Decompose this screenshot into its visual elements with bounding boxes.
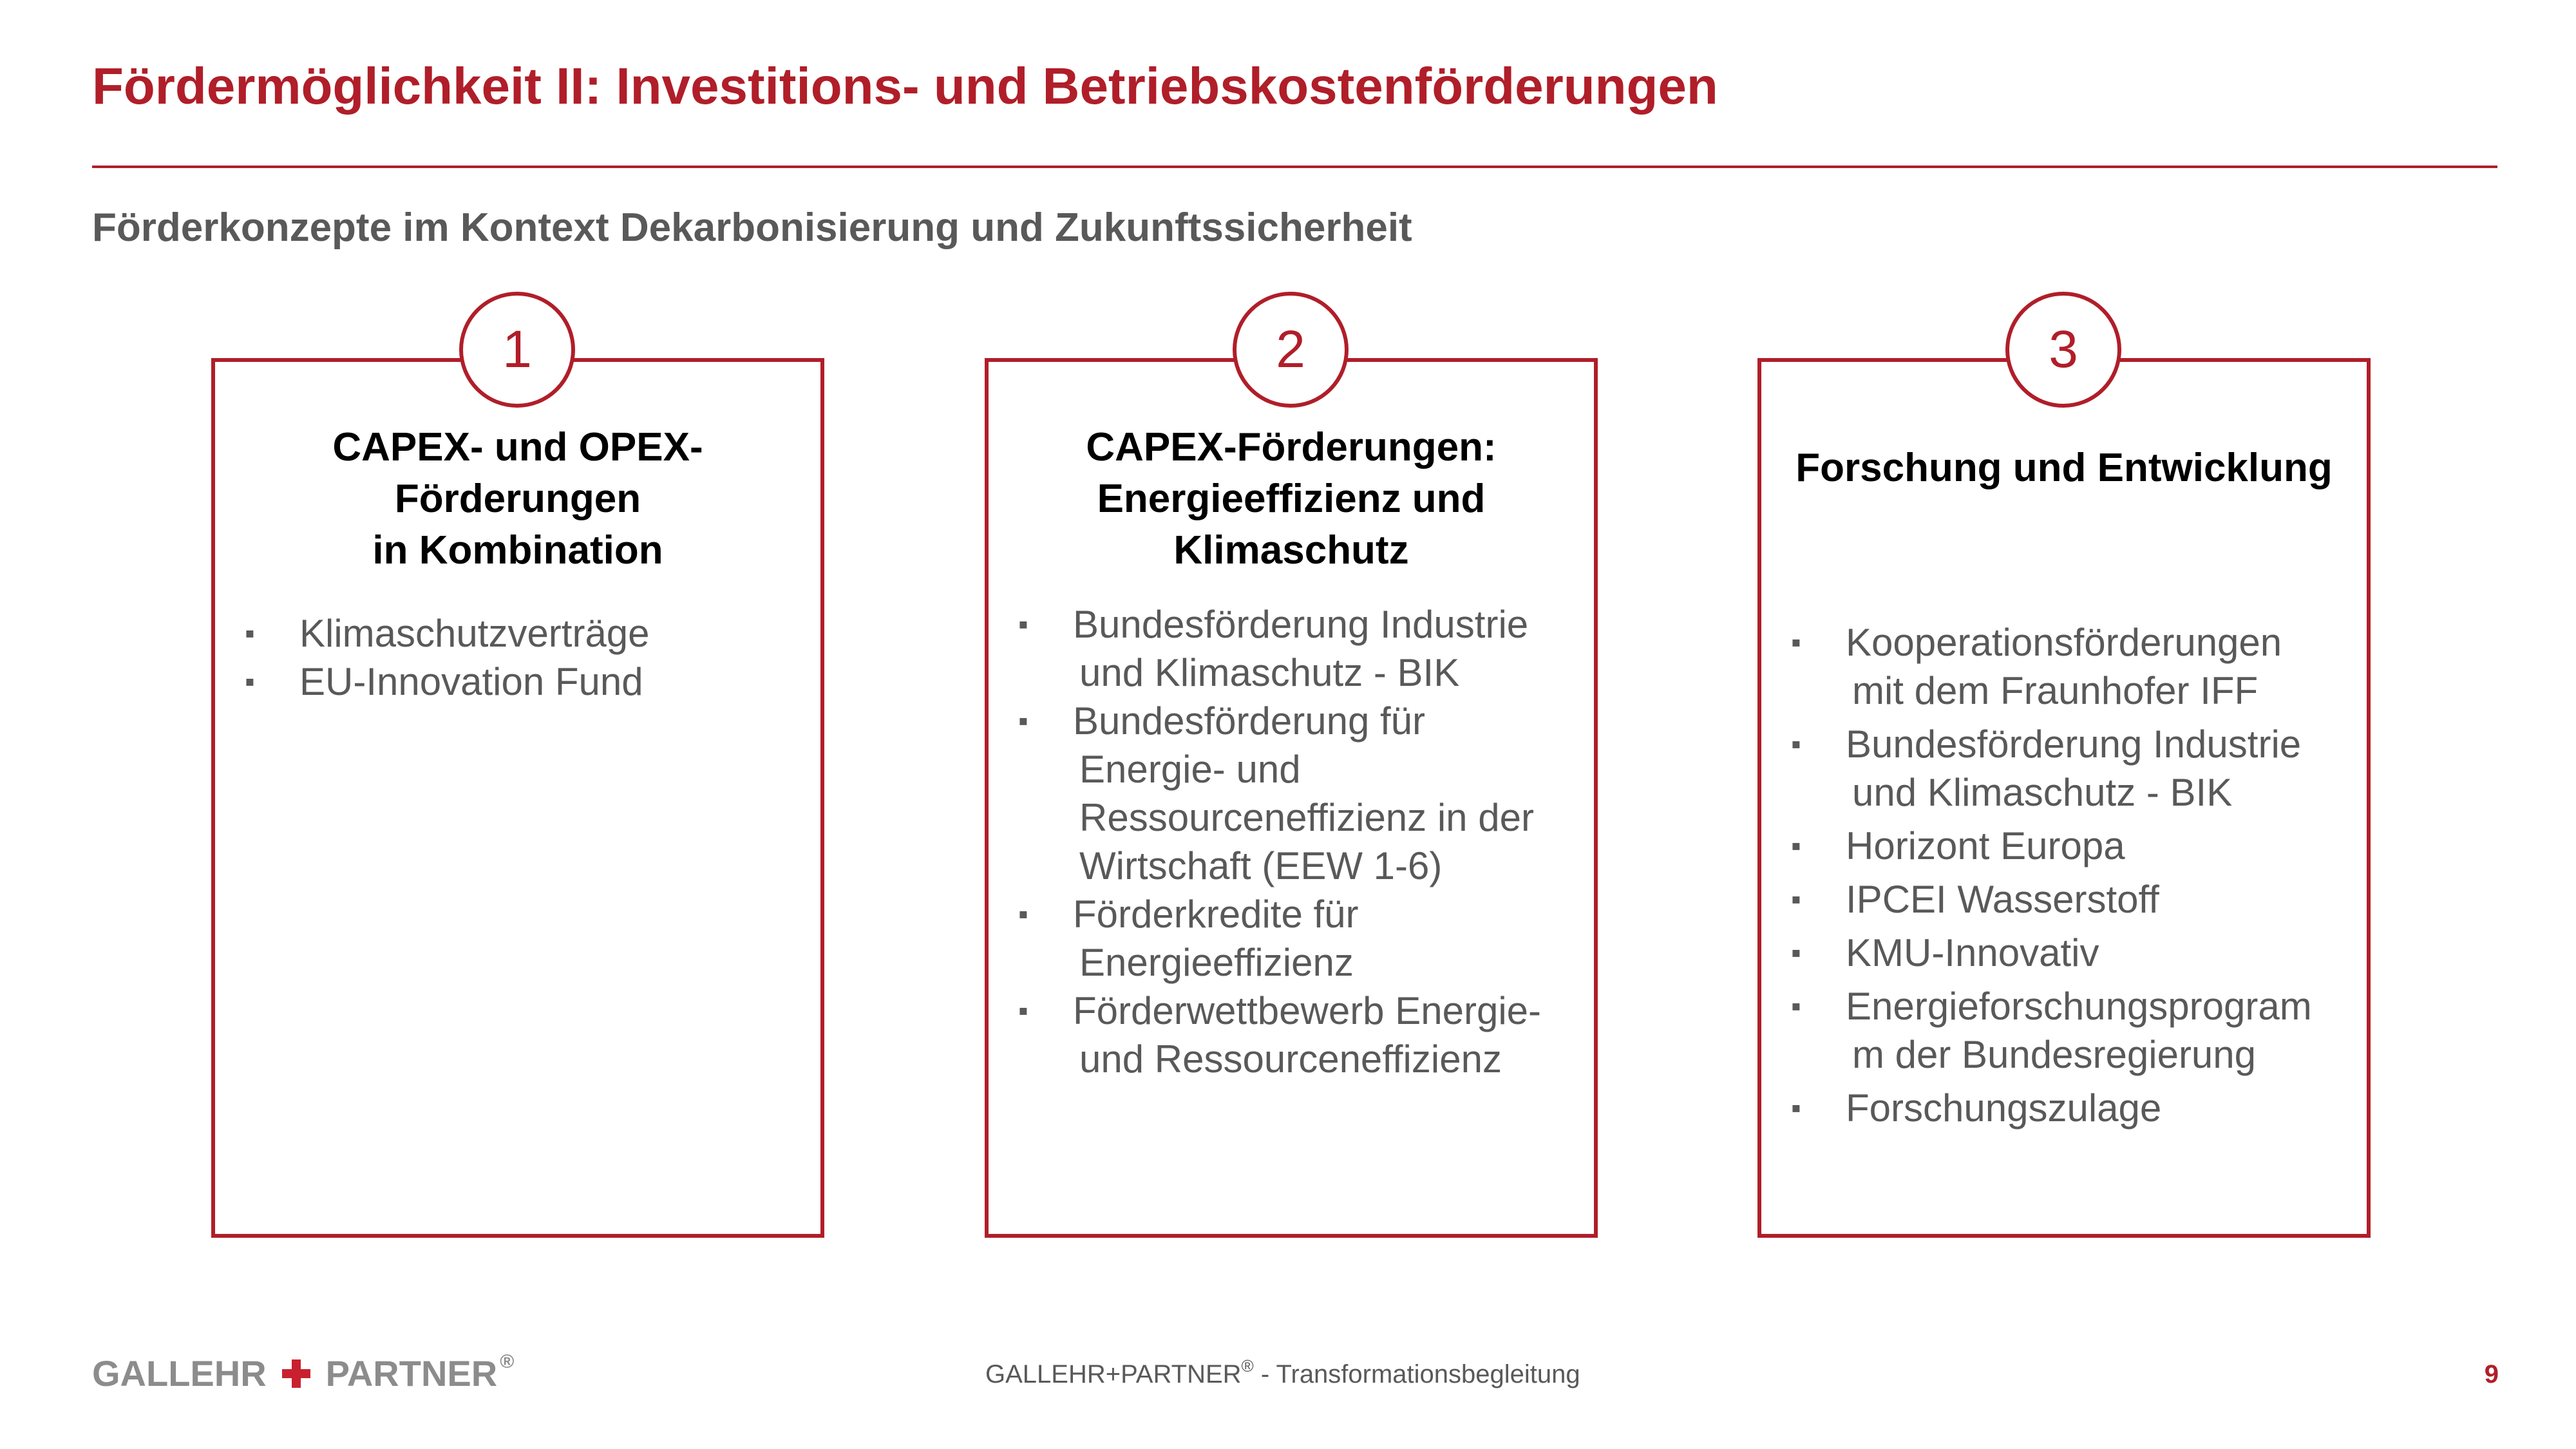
- list-item-text: Bundesförderung Industrie: [1846, 723, 2302, 766]
- card-heading: [1774, 442, 2354, 494]
- list-item-text: Förderkredite für: [1073, 893, 1359, 936]
- card-heading-line: Energieeffizienz und: [1097, 477, 1486, 521]
- card-capex-opex: [211, 358, 824, 1238]
- card-research-development: [1757, 358, 2371, 1238]
- bullet-marker-icon: ▪: [1791, 627, 1801, 658]
- list-item: [1791, 1084, 2312, 1132]
- list-item-text: und Ressourceneffizienz: [1079, 1037, 1502, 1081]
- step-number-2: 2: [1233, 292, 1349, 408]
- list-item: [1791, 720, 2312, 817]
- list-item-text: Wirtschaft (EEW 1-6): [1079, 844, 1443, 887]
- page-number: 9: [2484, 1360, 2499, 1388]
- bullet-marker-icon: ▪: [1018, 995, 1028, 1027]
- bullet-marker-icon: ▪: [245, 618, 255, 649]
- list-item: [1018, 890, 1541, 987]
- slide-title: Fördermöglichkeit II: Investitions- und Betriebskostenförderungen: [92, 57, 1718, 115]
- list-item-text: Energieforschungsprogram: [1846, 985, 2312, 1028]
- list-item: [1791, 618, 2312, 715]
- bullet-marker-icon: ▪: [1018, 898, 1028, 930]
- list-item-text: Bundesförderung Industrie: [1073, 603, 1529, 646]
- bullet-list: [245, 609, 650, 706]
- list-item-text: m der Bundesregierung: [1852, 1033, 2257, 1076]
- bullet-marker-icon: ▪: [1791, 990, 1801, 1022]
- card-heading: [1001, 422, 1581, 576]
- card-heading-line: Förderungen: [394, 477, 641, 521]
- list-item-text: Förderwettbewerb Energie-: [1073, 989, 1542, 1032]
- slide-subtitle: Förderkonzepte im Kontext Dekarbonisierung und Zukunftssicherheit: [92, 205, 1412, 250]
- list-item: [245, 609, 650, 658]
- list-item-text: IPCEI Wasserstoff: [1846, 878, 2159, 921]
- list-item: [1018, 987, 1541, 1083]
- bullet-marker-icon: ▪: [1018, 609, 1028, 640]
- list-item: [1018, 600, 1541, 697]
- card-heading-line: Forschung und Entwicklung: [1795, 446, 2333, 490]
- list-item-text: Energie- und: [1079, 748, 1301, 791]
- title-divider: [92, 166, 2497, 168]
- list-item: [1791, 982, 2312, 1079]
- logo-text-left: GALLEHR: [92, 1353, 267, 1394]
- plus-icon: [282, 1359, 310, 1388]
- list-item-text: und Klimaschutz - BIK: [1852, 771, 2233, 814]
- list-item-text: Bundesförderung für: [1073, 699, 1426, 743]
- bullet-marker-icon: ▪: [1791, 937, 1801, 969]
- footer-caption: [985, 1356, 1580, 1389]
- footer-registered-mark: ®: [1241, 1356, 1254, 1376]
- bullet-marker-icon: ▪: [1791, 884, 1801, 915]
- list-item-text: Ressourceneffizienz in der: [1079, 796, 1534, 839]
- list-item-text: mit dem Fraunhofer IFF: [1852, 669, 2259, 712]
- bullet-marker-icon: ▪: [1791, 728, 1801, 760]
- list-item: [245, 658, 650, 706]
- bullet-marker-icon: ▪: [245, 666, 255, 697]
- card-heading: [228, 422, 808, 576]
- list-item-text: Klimaschutzverträge: [299, 612, 650, 655]
- list-item-text: KMU-Innovativ: [1846, 931, 2099, 974]
- list-item-text: und Klimaschutz - BIK: [1079, 651, 1460, 694]
- list-item-text: Horizont Europa: [1846, 824, 2125, 867]
- list-item-text: Kooperationsförderungen: [1846, 621, 2282, 664]
- list-item: [1791, 929, 2312, 977]
- footer-caption-company: GALLEHR+PARTNER: [985, 1360, 1242, 1388]
- list-item: [1791, 822, 2312, 870]
- card-capex-energy-efficiency: [985, 358, 1598, 1238]
- footer-caption-text: - Transformationsbegleitung: [1253, 1360, 1580, 1388]
- card-heading-line: Klimaschutz: [1173, 528, 1409, 573]
- card-heading-line: CAPEX- und OPEX-: [332, 425, 703, 469]
- list-item: [1791, 875, 2312, 923]
- list-item-text: Forschungszulage: [1846, 1086, 2162, 1130]
- step-number-3: 3: [2005, 292, 2121, 408]
- bullet-marker-icon: ▪: [1791, 1092, 1801, 1124]
- list-item: [1018, 697, 1541, 890]
- bullet-marker-icon: ▪: [1018, 705, 1028, 737]
- company-logo: [92, 1352, 514, 1394]
- list-item-text: EU-Innovation Fund: [299, 660, 643, 703]
- step-number-1: 1: [459, 292, 575, 408]
- logo-text-right: PARTNER: [325, 1353, 498, 1394]
- card-heading-line: in Kombination: [372, 528, 663, 573]
- list-item-text: Energieeffizienz: [1079, 941, 1354, 984]
- card-heading-line: CAPEX-Förderungen:: [1086, 425, 1497, 469]
- bullet-list: [1018, 600, 1541, 1083]
- bullet-marker-icon: ▪: [1791, 830, 1801, 862]
- bullet-list: [1791, 618, 2312, 1137]
- registered-mark: ®: [500, 1350, 515, 1372]
